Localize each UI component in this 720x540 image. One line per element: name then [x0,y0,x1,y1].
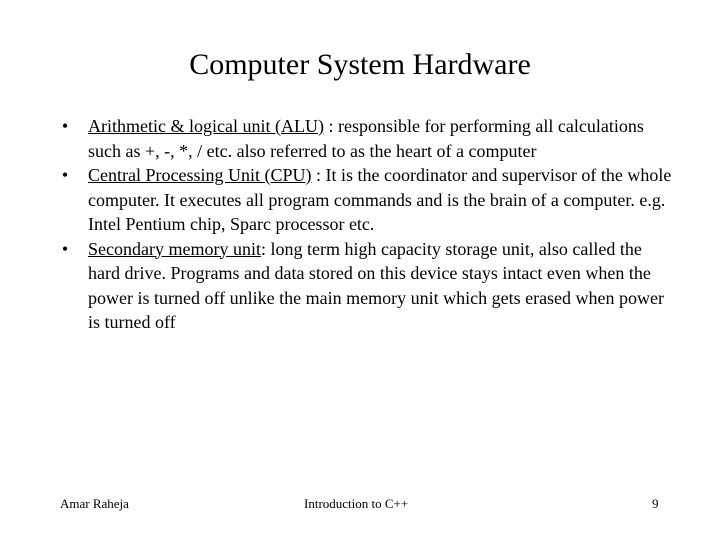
bullet-term: Arithmetic & logical unit (ALU) [88,116,324,136]
bullet-text: : It is the coordinator and supervisor of the whole computer. It executes all program commands and is the brain of a computer. e.g. Intel Pentium chip, Sparc processor etc. [88,165,672,234]
bullet-item-alu [58,114,678,163]
bullet-text: : long term high capacity storage unit, also called the hard drive. Programs and data stored on this device stays intact even when the power is turned off unlike the main memory unit which gets erased when power is turned off [88,238,665,332]
bullet-icon: • [61,116,69,136]
bullet-icon: • [61,165,69,185]
bullet-icon: • [61,238,69,259]
footer-course: Introduction to C++ [304,496,409,511]
bullet-term: Central Processing Unit (CPU) [88,165,312,185]
footer-page-number: 9 [652,496,659,511]
bullet-item-secondary-memory [58,237,678,335]
bullet-term: Secondary memory unit [88,238,261,259]
bullet-item-cpu [58,163,678,237]
footer-author: Amar Raheja [60,496,129,511]
slide-title: Computer System Hardware [189,48,531,81]
bullet-text: : responsible for performing all calculations such as +, -, *, / etc. also referred to as the heart of a computer [88,116,644,161]
bullet-list [58,114,678,335]
